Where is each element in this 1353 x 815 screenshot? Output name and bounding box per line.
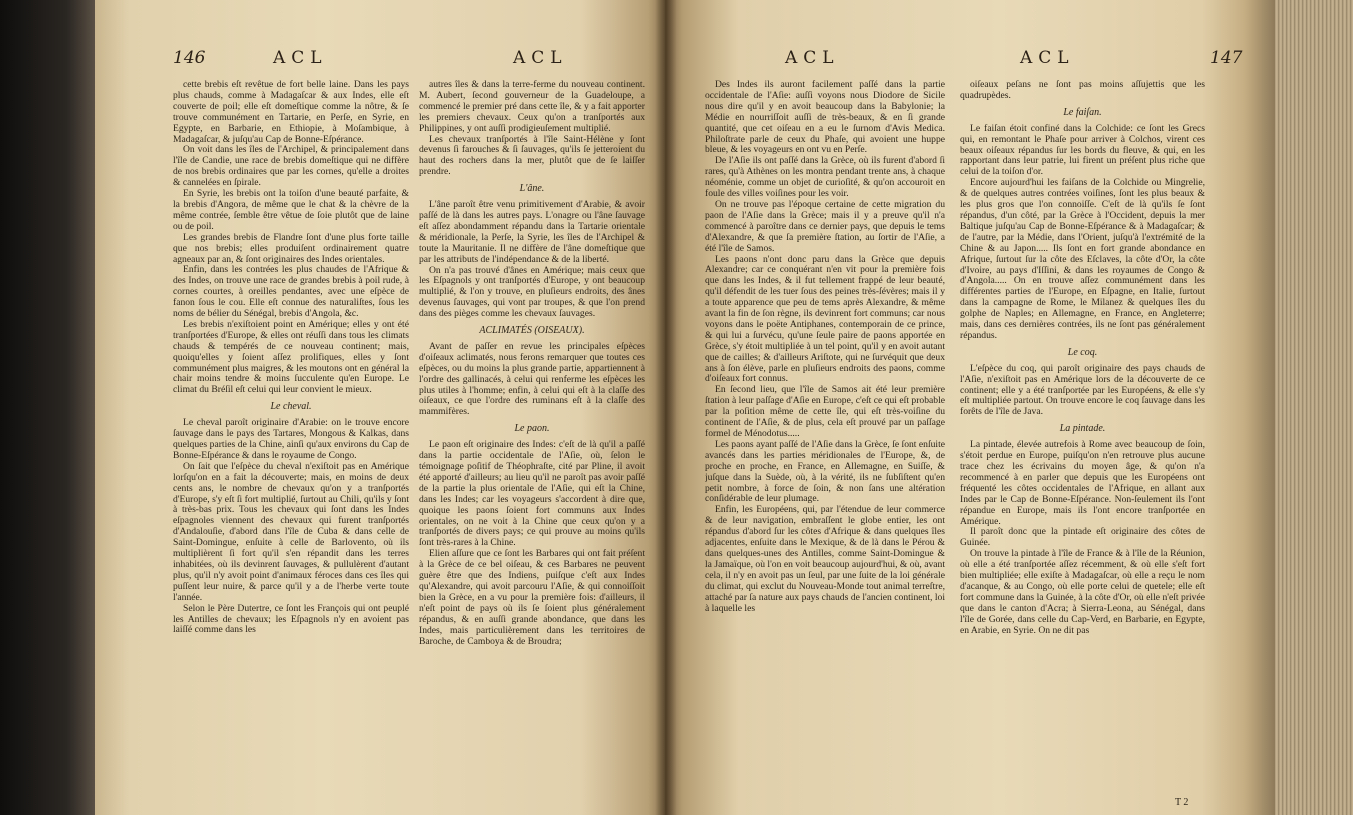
right-page-column-1: [705, 80, 945, 800]
left-head-title-1: ACL: [273, 48, 328, 68]
paragraph: L'eſpèce du coq, qui paroît originaire des pays chauds de l'Aſie, n'exiſtoit pas en Amérique lors de la découverte de ce continent; elle y a été tranſportée par les Européens, & elle s'y eſt multipliée partout. On trouve encore le coq ſauvage dans les forêts de l'île de Java.: [960, 362, 1205, 418]
paragraph: On ſait que l'eſpèce du cheval n'exiſtoit pas en Amérique lorſqu'on en a fait la découverte; mais, en moins de deux cents ans, le nombre de chevaux qu'on y a tranſportés d'Europe, s'y eſt ſi fort multiplié, ſurtout au Chili, qu'ils y ſont à très-bas prix. Tous les chevaux qui ſont dans les Indes eſpagnoles viennent des chevaux qui furent tranſportés d'Andalouſie, d'abord dans l'île de Cuba & dans celle de Saint-Domingue, enſuite à celle de Barlovento, où ils multiplièrent ſi fort qu'il s'en répandit dans les terres inhabitées, où ils devinrent ſauvages, & pullulèrent d'autant plus, qu'il n'y avoit point d'animaux féroces dans ces îles qui puſſent leur nuire, & parce qu'il y a de l'herbe verte toute l'année.: [173, 460, 409, 603]
paragraph: autres îles & dans la terre-ferme du nouveau continent. M. Aubert, ſecond gouverneur de la Guadeloupe, a commencé le premier pré dans cette île, & y a fait apporter les premiers chevaux. Ceux qu'on a tranſportés aux Philippines, y ont auſſi prodigieuſement multiplié.: [419, 80, 645, 134]
section-heading: Le paon.: [514, 423, 550, 435]
paragraph: Les paons n'ont donc paru dans la Grèce que depuis Alexandre; car ce conquérant n'en vit pour la première fois que dans les Indes, & il fut tellement frappé de leur beauté, qu'il défendit de les tuer ſous des peines très-ſévères; mais il y a toute apparence que peu de tems après Alexandre, & même avant la fin de ſon règne, ils devinrent fort communs; car nous voyons dans le poëte Antiphanes, contemporain de ce prince, & qui lui a ſurvécu, qu'une ſeule paire de paons apportée en Grèce, s'y étoit multipliée à un tel point, qu'il y en avoit autant que de cailles; & d'ailleurs Ariſtote, qui ne ſurvéquit que deux ans à ſon élève, parle en pluſieurs endroits des paons, comme d'oiſeaux fort connus.: [705, 253, 945, 385]
section-heading: La pintade.: [1059, 423, 1106, 435]
paragraph: L'âne paroît être venu primitivement d'Arabie, & avoir paſſé de là dans les autres pays. L'onagre ou l'âne ſauvage eſt aſſez abondamment répandu dans la Tartarie orientale & méridionale, la Perſe, la Syrie, les îles de l'Archipel & toute la Mauritanie. Il ne diffère de l'âne domeſtique que par les attributs de l'indépendance & de la liberté.: [419, 199, 645, 265]
left-page-column-2: [419, 80, 645, 800]
paragraph: Des Indes ils auront facilement paſſé dans la partie occidentale de l'Aſie: auſſi voyons nous Diodore de Sicile nous dire qu'il y en avoit beaucoup dans la Babylonie; la Médie en nourriſſoit auſſi de très-beaux, & en ſi grande quantité, que cet oiſeau en a eu le ſurnom d'Avis Medica. Philoſtrate parle de ceux du Phaſe, qui avoient une huppe bleue, & les voyageurs en ont vu en Perſe.: [705, 80, 945, 156]
paragraph: Le faiſan étoit confiné dans la Colchide: ce ſont les Grecs qui, en remontant le Phaſe pour arriver à Colchos, virent ces beaux oiſeaux répandus ſur les bords du fleuve, & qui, en les rapportant dans leur patrie, lui firent un préſent plus riche que celui de la toiſon d'or.: [960, 122, 1205, 178]
open-book: [95, 0, 1275, 815]
paragraph: Les paons ayant paſſé de l'Aſie dans la Grèce, ſe ſont enſuite avancés dans les parties méridionales de l'Europe, &, de proche en proche, en France, en Allemagne, en Suiſſe, & juſque dans la Suède, où, à la vérité, ils ne ſubſiſtent qu'en petit nombre, à force de ſoin, & non ſans une altération conſidérable de leur plumage.: [705, 438, 945, 505]
left-page-column-1: [173, 80, 409, 800]
paragraph: Les grandes brebis de Flandre ſont d'une plus forte taille que nos brebis; elles produiſent ordinairement quatre agneaux par an, & ſont originaires des Indes orientales.: [173, 231, 409, 265]
paragraph: Elien aſſure que ce ſont les Barbares qui ont fait préſent à la Grèce de ce bel oiſeau, & ces Barbares ne peuvent guère être que des Indiens, puiſque c'eſt aux Indes qu'Alexandre, qui avoit parcouru l'Aſie, & qui connoiſſoit bien la Grèce, en a vu pour la première fois: d'ailleurs, il n'eſt point de pays où ils ſe ſoient plus généralement répandus, & en auſſi grande abondance, que dans les Indes, mais particulièrement dans les territoires de Baroche, de Camboya & de Broudra;: [419, 548, 645, 647]
paragraph: oiſeaux peſans ne ſont pas moins aſſujettis que les quadrupèdes.: [960, 80, 1205, 101]
left-head-title-2: ACL: [513, 48, 568, 68]
paragraph: Avant de paſſer en revue les principales eſpèces d'oiſeaux aclimatés, nous ferons remarquer que toutes ces eſpèces, ou du moins la plus grande partie, appartiennent à l'ordre des gallinacés, à celui qui renferme les eſpèces les plus utiles à l'homme; enfin, à celui qui eſt à la claſſe des oiſeaux, ce que l'ordre des ruminans eſt à la claſſe des mammifères.: [419, 340, 645, 418]
left-page: [95, 0, 665, 815]
section-heading: Le coq.: [1067, 346, 1098, 358]
book-shadow-left: [0, 0, 95, 815]
paragraph: Enfin, les Européens, qui, par l'étendue de leur commerce & de leur navigation, embraſſent le globe entier, les ont répandus d'abord ſur les côtes d'Afrique & dans quelques îles adjacentes, enſuite dans le Mexique, & de là dans le Pérou & dans quelques-unes des Antilles, comme Saint-Domingue & la Jamaïque, où l'on en voit beaucoup aujourd'hui, & où, avant cela, il n'y en avoit pas un ſeul, par une ſuite de la loi générale du climat, qui exclut du Nouveau-Monde tout animal terreſtre, attaché par ſa nature aux pays chauds de l'ancien continent, loi à laquelle les: [705, 504, 945, 614]
right-head-title-2: ACL: [1020, 48, 1075, 68]
section-heading: Le cheval.: [270, 401, 312, 413]
book-gutter: [655, 0, 677, 815]
paragraph: On voit dans les îles de l'Archipel, & principalement dans l'île de Candie, une race de brebis domeſtique qui ne diffère de nos brebis ordinaires que par les cornes, qu'elle a droites & cannelées en ſpirale.: [173, 144, 409, 189]
paragraph: On ne trouve pas l'époque certaine de cette migration du paon de l'Aſie dans la Grèce; mais il y a preuve qu'il n'a commencé à paroître dans ce dernier pays, que depuis le tems d'Alexandre, & que ſa première ſtation, au ſortir de l'Aſie, a été l'île de Samos.: [705, 198, 945, 254]
paragraph: Les brebis n'exiſtoient point en Amérique; elles y ont été tranſportées d'Europe, & elles ont réuſſi dans tous les climats chauds & tempérés de ce nouveau continent; mais, quoiqu'elles y ſoient aſſez prolifiques, elles y ſont communément plus maigres, & les moutons ont en général la chair moins tendre & moins ſucculente qu'en Europe. Le climat du Bréſil eſt celui qui leur convient le mieux.: [173, 318, 409, 396]
paragraph: Le paon eſt originaire des Indes: c'eſt de là qu'il a paſſé dans la partie occidentale de l'Aſie, où, ſelon le témoignage poſitif de Théophraſte, cité par Pline, il avoit été apporté d'ailleurs; au lieu qu'il ne paroît pas avoir paſſé de la partie la plus orientale de l'Aſie, qui eſt la Chine, dans les Indes; car les voyageurs s'accordent à dire que, quoique les paons ſoient fort communs aux Indes orientales, on ne voit à la Chine que ceux qu'on y a tranſportés de divers pays; ce qui prouve au moins qu'ils ſont très-rares à la Chine.: [419, 439, 645, 549]
paragraph: En Syrie, les brebis ont la toiſon d'une beauté parfaite, & la brebis d'Angora, de même que le chat & la chèvre de la même contrée, ſemble être vêtue de ſoie plutôt que de laine ou de poil.: [173, 188, 409, 232]
paragraph: La pintade, élevée autrefois à Rome avec beaucoup de ſoin, s'étoit perdue en Europe, puiſqu'on n'en retrouve plus aucune trace chez les écrivains du moyen âge, & qu'on n'a recommencé à en parler que depuis que les Européens ont fréquenté les côtes occidentales de l'Afrique, en allant aux Indes par le Cap de Bonne-Eſpérance. Non-ſeulement ils l'ont répandue en Europe, mais ils l'ont encore tranſportée en Amérique.: [960, 439, 1205, 527]
right-page: [665, 0, 1275, 815]
paragraph: Les chevaux tranſportés à l'île Saint-Hélène y ſont devenus ſi farouches & ſi ſauvages, qu'ils ſe jetteroient du haut des rochers dans la mer, plutôt que de ſe laiſſer prendre.: [419, 133, 645, 178]
paragraph: De l'Aſie ils ont paſſé dans la Grèce, où ils furent d'abord ſi rares, qu'à Athènes on les montra pendant trente ans, à chaque néoménie, comme un objet de curioſité, & qu'on accouroit en foule des villes voiſines pour les voir.: [705, 155, 945, 200]
section-heading: Le faiſan.: [1063, 106, 1102, 118]
left-page-number: 146: [173, 48, 206, 68]
paragraph: cette brebis eſt revêtue de fort belle laine. Dans les pays plus chauds, comme à Madagaſcar & aux Indes, elle eſt couverte de poil; elle eſt domeſtique comme la nôtre, & ſe trouve communément en Tartarie, en Perſe, en Syrie, en Egypte, en Barbarie, en Ethiopie, à Moſambique, à Madagaſcar, & juſqu'au Cap de Bonne-Eſpérance.: [173, 80, 409, 145]
catchword: T 2: [1175, 797, 1189, 808]
paragraph: Selon le Père Dutertre, ce ſont les François qui ont peuplé les Antilles de chevaux; les Eſpagnols n'y en avoient pas laiſſé comme dans les: [173, 602, 409, 636]
paragraph: On n'a pas trouvé d'ânes en Amérique; mais ceux que les Eſpagnols y ont tranſportés d'Europe, y ont beaucoup multiplié, & l'on y trouve, en pluſieurs endroits, des ânes devenus ſauvages, qui vont par troupes, & que l'on prend dans des pièges comme les chevaux ſauvages.: [419, 264, 645, 320]
paragraph: En ſecond lieu, que l'île de Samos ait été leur première ſtation à leur paſſage d'Aſie en Europe, c'eſt ce qui eſt probable par la poſition même de cette île, qui eſt très-voiſine du continent de l'Aſie, & de plus, cela eſt prouvé par un paſſage formel de Ménodotus.....: [705, 384, 945, 439]
section-heading: ACLIMATÉS (OISEAUX).: [479, 325, 585, 337]
paragraph: On trouve la pintade à l'île de France & à l'île de la Réunion, où elle a été tranſportée aſſez récemment, & où elle s'eſt fort bien multipliée; elle exiſte à Madagaſcar, où elle a reçu le nom d'acanque, & au Congo, où elle porte celui de quetele; elle eſt fort commune dans la Guinée, à la côte d'Or, où elle n'eſt privée que dans le canton d'Acra; à Sierra-Leona, au Sénégal, dans l'île de Gorée, dans celle du Cap-Verd, en Barbarie, en Egypte, en Arabie, en Syrie. On ne dit pas: [960, 548, 1205, 636]
page-edges: [1275, 0, 1353, 815]
left-running-head: [95, 48, 665, 74]
paragraph: Il paroît donc que la pintade eſt originaire des côtes de Guinée.: [960, 526, 1205, 549]
right-page-number: 147: [1210, 48, 1243, 68]
right-head-title-1: ACL: [785, 48, 840, 68]
paragraph: Enfin, dans les contrées les plus chaudes de l'Afrique & des Indes, on trouve une race de grandes brebis à poil rude, à cornes courtes, à oreilles pendantes, avec une eſpèce de fanon ſous le cou. Elle eſt connue des naturaliſtes, ſous les noms de bélier du Sénégal, brebis d'Angola, &c.: [173, 264, 409, 320]
right-page-column-2: [960, 80, 1205, 800]
paragraph: Le cheval paroît originaire d'Arabie: on le trouve encore ſauvage dans le pays des Tartares, Mongous & Kalkas, dans quelques parties de la Chine, ainſi qu'aux environs du Cap de Bonne-Eſpérance & dans le royaume de Congo.: [173, 417, 409, 461]
right-running-head: [665, 48, 1275, 74]
section-heading: L'âne.: [519, 183, 545, 195]
paragraph: Encore aujourd'hui les faiſans de la Colchide ou Mingrelie, & de quelques autres contrées voiſines, ſont les plus beaux & les plus gros que l'on connoiſſe. C'eſt de là qu'ils ſe ſont répandus, d'un côté, par la Grèce à l'Occident, depuis la mer Baltique juſqu'au Cap de Bonne-Eſpérance & à Madagaſcar; & de l'autre, par la Médie, dans l'Orient, juſqu'à l'extrémité de la Chine & au Japon..... Ils ſont en fort grande abondance en Afrique, ſurtout ſur la côte des Eſclaves, la côte d'Or, la côte d'Ivoire, au pays d'Iſſini, & dans les royaumes de Congo & d'Angola..... On en trouve aſſez communément dans les différentes parties de l'Europe, en Eſpagne, en Italie, ſurtout dans la campagne de Rome, le Milanez & quelques îles du golphe de Naples; en Allemagne, en France, en Angleterre; mais, dans ces dernières contrées, ils ne ſont pas généralement répandus.: [960, 177, 1205, 341]
